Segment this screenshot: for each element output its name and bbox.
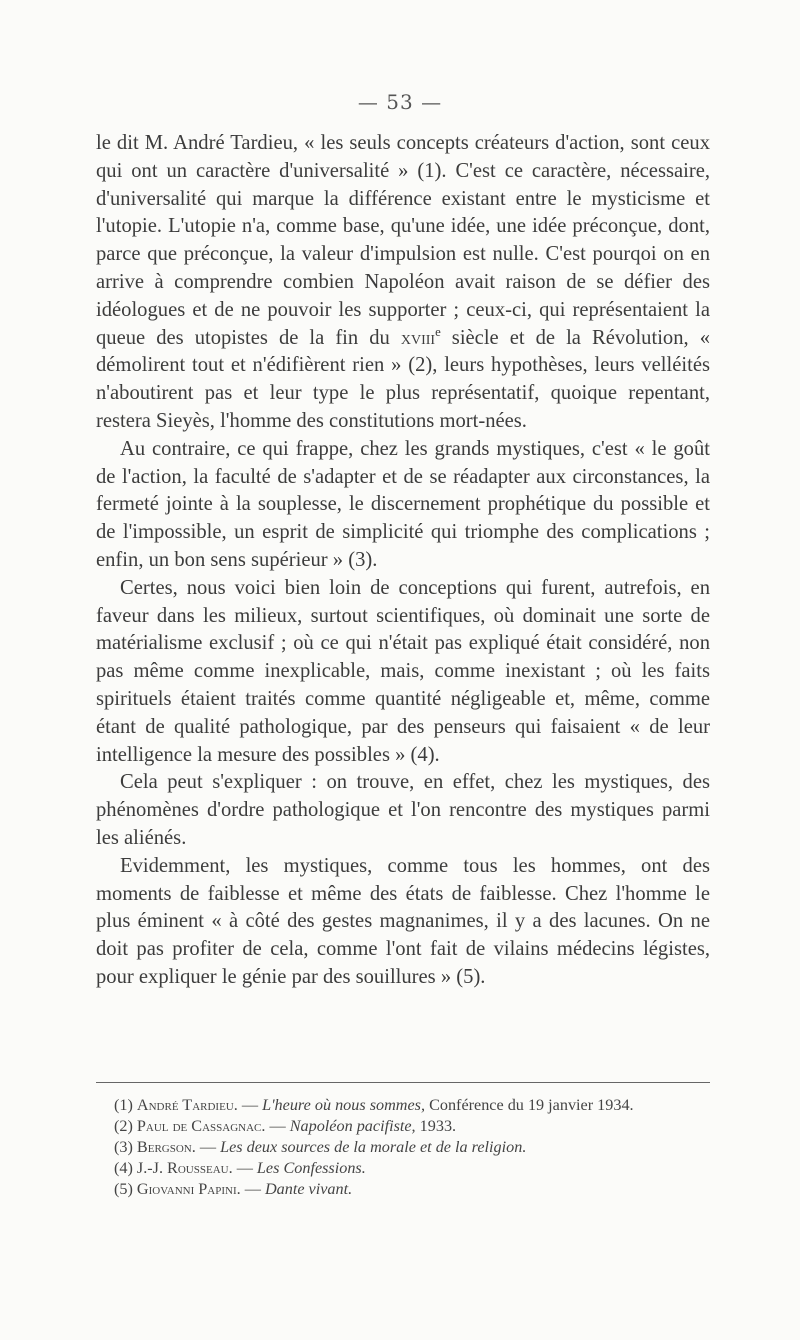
page-number: — 53 — xyxy=(357,90,443,114)
paragraph-4: Cela peut s'expliquer : on trouve, en effet, chez les mystiques, des phénomènes d'ordre pathologique et l'on rencontre des mystiques parmi les aliénés. xyxy=(96,771,710,849)
paragraph-5: Evidemment, les mystiques, comme tous les hommes, ont des moments de faiblesse et même des états de faiblesse. Chez l'homme le plus éminent « à côté des gestes magnanimes, il y a des lacunes. On ne doit pas profiter de cela, comme l'ont fait de vilains médecins légistes, pour expliquer le génie par des souillures » (5). xyxy=(96,854,710,988)
paragraph-3: Certes, nous voici bien loin de conceptions qui furent, autrefois, en faveur dans les milieux, surtout scientifiques, où dominait une sorte de matérialisme exclusif ; où ce qui n'était pas expliqué était considéré, non pas même comme inexplicable, mais, comme inexistant ; où les faits spirituels étaient traités comme quantité négligeable et, même, comme étant de qualité pathologique, par des penseurs qui faisaient « de leur intelligence la mesure des possibles » (4). xyxy=(96,576,710,766)
footnote: (4) J.-J. Rousseau. — Les Confessions. xyxy=(114,1159,366,1177)
paragraph-1: le dit M. André Tardieu, « les seuls concepts créateurs d'action, sont ceux qui ont un caractère d'universalité » (1). C'est ce caractère, nécessaire, d'universalité qui marque la différence existant entre le mysticisme et l'utopie. L'utopie n'a, comme base, qu'une idée, une idée préconçue, dont, parce que préconçue, la valeur d'impulsion est nulle. C'est pourqoi on en arrive à comprendre combien Napoléon avait raison de se défier des idéologues et de ne pouvoir les supporter ; ceux-ci, qui représentaient la queue des utopistes de la fin du xviii$^e$ siècle et de la Révolution, « démolirent tout et n'édifièrent rien » (2), leurs hypothèses, leurs velléités n'aboutirent pas et leur type le plus représentatif, quoique repentant, restera Sieyès, l'homme des constitutions mort-nées. xyxy=(96,132,710,432)
body-text xyxy=(96,130,710,992)
century-numeral: xviii xyxy=(400,326,436,349)
century-superscript: e xyxy=(435,324,441,339)
paragraph-2: Au contraire, ce qui frappe, chez les grands mystiques, c'est « le goût de l'action, la faculté de s'adapter et de se réadapter aux circonstances, la fermeté jointe à la souplesse, le discernement prophétique du possible et de l'impossible, un esprit de simplicité qui triomphe des complications ; enfin, un bon sens supérieur » (3). xyxy=(96,437,710,571)
footnote: (2) Paul de Cassagnac. — Napoléon pacifiste, 1933. xyxy=(114,1117,457,1135)
footnotes xyxy=(96,1095,710,1200)
footnote-divider xyxy=(96,1082,710,1083)
footnote: (5) Giovanni Papini. — Dante vivant. xyxy=(114,1180,353,1198)
footnote: (3) Bergson. — Les deux sources de la morale et de la religion. xyxy=(114,1138,527,1156)
footnote: (1) André Tardieu. — L'heure où nous sommes, Conférence du 19 janvier 1934. xyxy=(114,1096,634,1114)
